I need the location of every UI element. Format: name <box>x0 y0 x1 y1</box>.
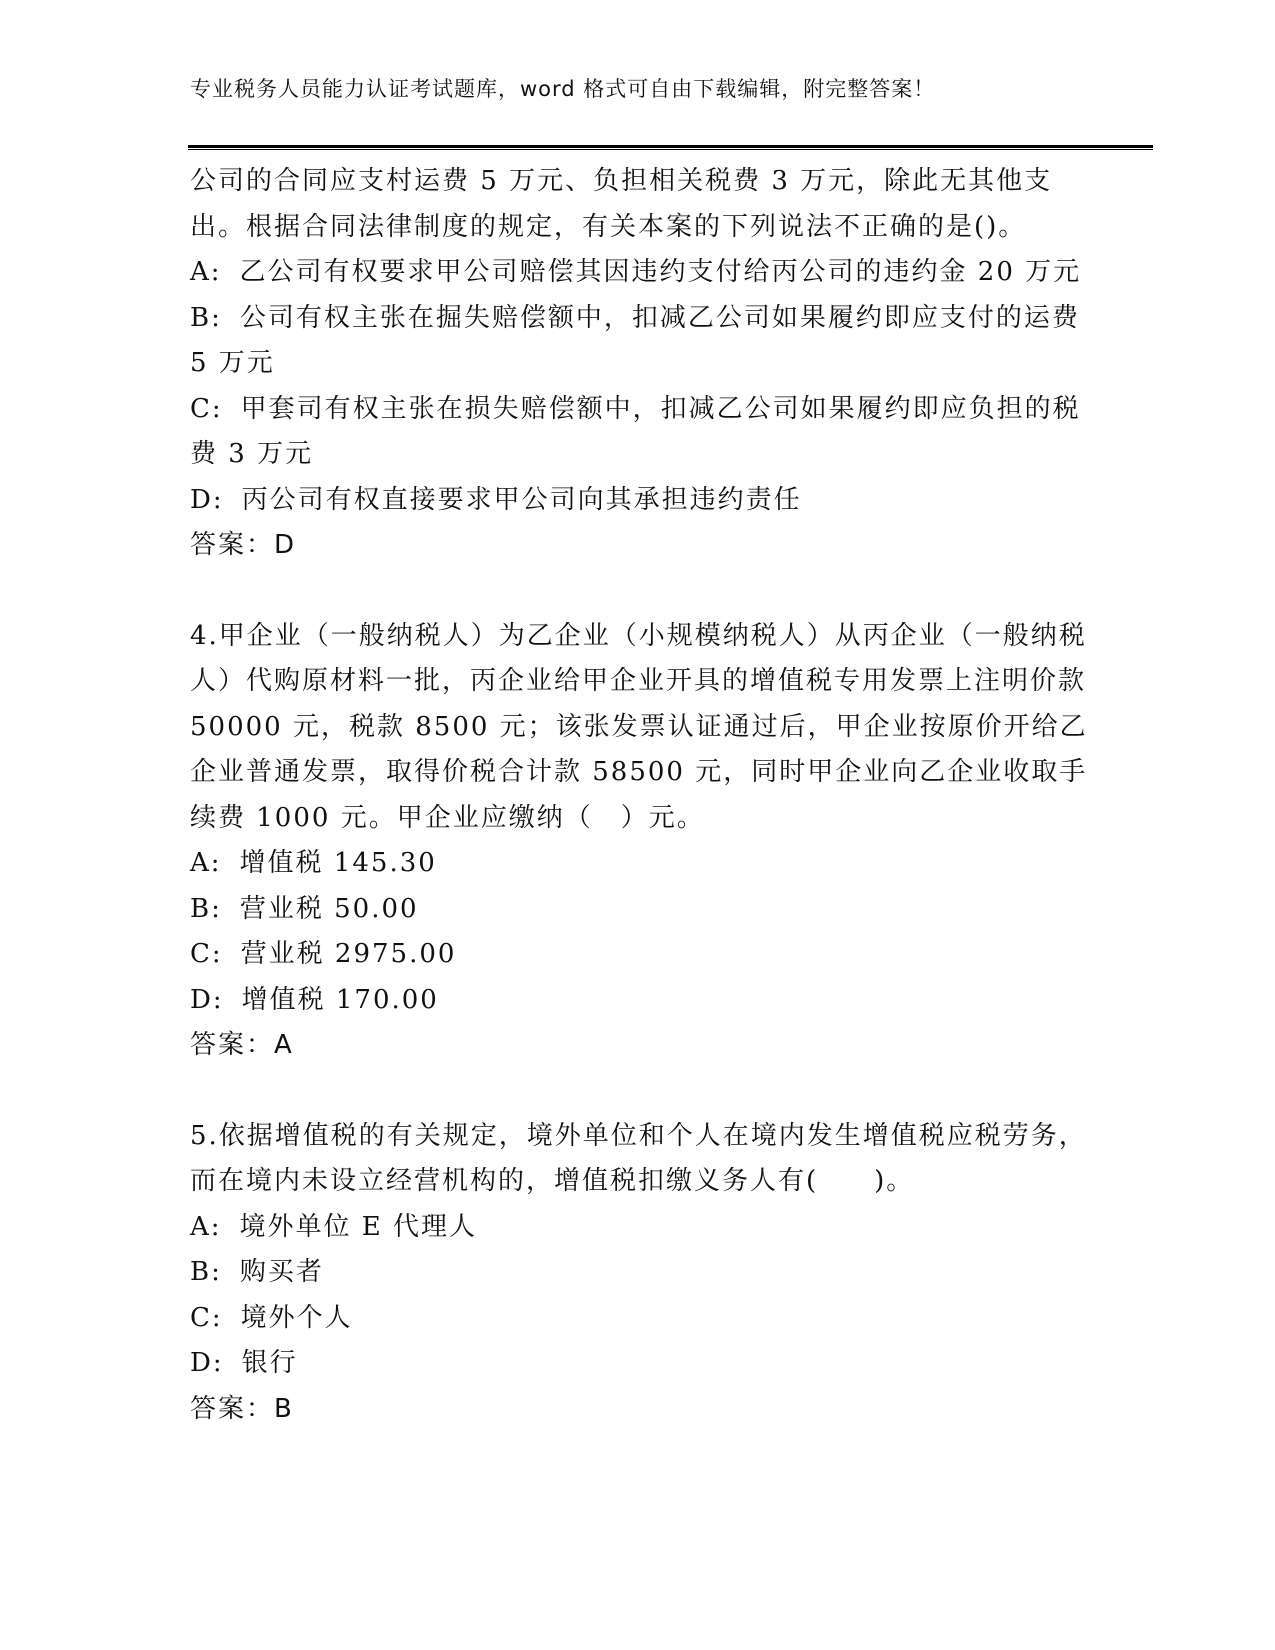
option-d <box>190 478 1090 524</box>
option-text: 甲套司有权主张在损失赔偿额中，扣减乙公司如果履约即应负担的税费 3 万元 <box>190 393 1081 469</box>
header-divider <box>188 145 1153 150</box>
question-spacer <box>190 569 1090 614</box>
option-b <box>190 296 1090 387</box>
question-spacer <box>190 1069 1090 1114</box>
question-stem: 5.依据增值税的有关规定，境外单位和个人在境内发生增值税应税劳务，而在境内未设立经营机构的，增值税扣缴义务人有( )。 <box>190 1120 1087 1196</box>
answer-line: 答案：B <box>190 1393 294 1424</box>
option-key: D: <box>190 984 224 1015</box>
page-header: 专业税务人员能力认证考试题库，word 格式可自由下载编辑，附完整答案！ <box>190 77 936 101</box>
option-key: A: <box>190 257 222 287</box>
option-key: C: <box>190 939 223 969</box>
option-a <box>190 1205 1090 1251</box>
option-text: 公司有权主张在掘失赔偿额中，扣减乙公司如果履约即应支付的运费 5 万元 <box>190 302 1080 378</box>
option-text: 营业税 50.00 <box>239 893 419 924</box>
option-key: D: <box>190 1348 224 1378</box>
option-a <box>190 250 1090 296</box>
option-text: 营业税 2975.00 <box>240 939 457 969</box>
option-text: 境外单位 E 代理人 <box>239 1211 478 1242</box>
option-text: 增值税 170.00 <box>241 984 439 1015</box>
option-c <box>190 387 1090 478</box>
option-key: C: <box>190 393 223 424</box>
option-b <box>190 887 1090 933</box>
question-stem: 公司的合同应支村运费 5 万元、负担相关税费 3 万元，除此无其他支出。根据合同法律制度的规定，有关本案的下列说法不正确的是()。 <box>190 166 1053 242</box>
answer-line: 答案：D <box>190 530 297 560</box>
option-key: A: <box>190 848 222 878</box>
option-text: 境外个人 <box>240 1302 353 1333</box>
question-block <box>190 159 1090 569</box>
option-d <box>190 1341 1090 1387</box>
option-text: 购买者 <box>239 1257 324 1287</box>
answer-line: 答案：A <box>190 1030 294 1060</box>
option-text: 银行 <box>241 1348 298 1378</box>
option-b <box>190 1250 1090 1296</box>
option-text: 增值税 145.30 <box>239 848 437 878</box>
option-c <box>190 1296 1090 1342</box>
option-key: C: <box>190 1302 223 1333</box>
option-d <box>190 978 1090 1024</box>
option-a <box>190 841 1090 887</box>
option-text: 丙公司有权直接要求甲公司向其承担违约责任 <box>241 484 802 515</box>
option-text: 乙公司有权要求甲公司赔偿其因违约支付给丙公司的违约金 20 万元 <box>239 257 1082 287</box>
option-key: A: <box>190 1211 222 1242</box>
question-block <box>190 1114 1090 1433</box>
question-stem: 4.甲企业（一般纳税人）为乙企业（小规模纳税人）从丙企业（一般纳税人）代购原材料一批，丙企业给甲企业开具的增值税专用发票上注明价款 50000 元，税款 8500 元；该张发票认证通过后，甲企业按原价开给乙企业普通发票，取得价税合计款 58500 元，同时甲企业向乙企业收取手续费 1000 元。甲企业应缴纳（ ）元。 <box>190 620 1088 833</box>
question-list <box>190 159 1090 1432</box>
option-key: D: <box>190 484 224 515</box>
option-key: B: <box>190 1257 222 1287</box>
option-key: B: <box>190 302 222 333</box>
question-block <box>190 614 1090 1069</box>
option-key: B: <box>190 893 222 924</box>
option-c <box>190 932 1090 978</box>
